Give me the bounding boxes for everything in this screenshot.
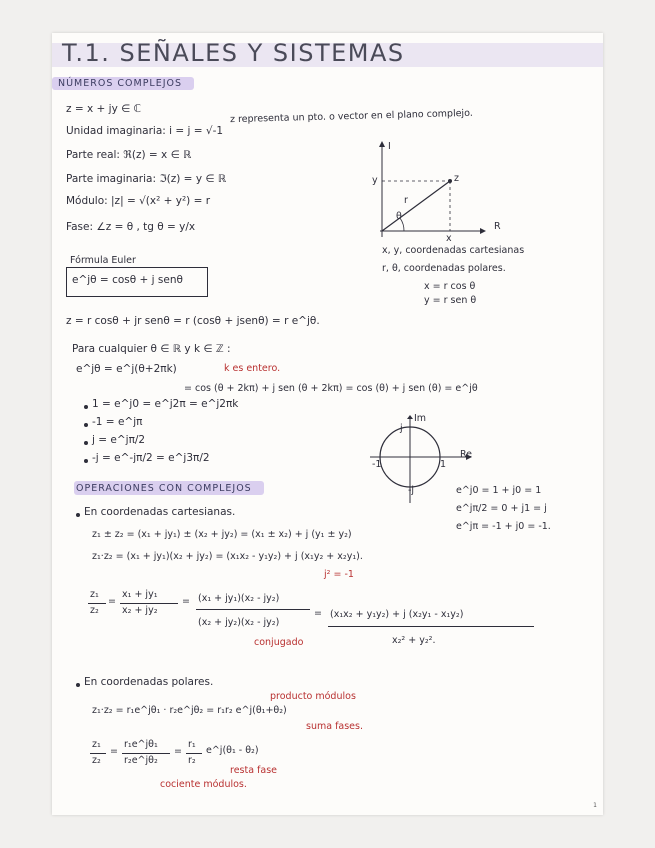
- div-a-num: x₁ + jy₁: [122, 589, 158, 600]
- product-moduli-note: producto módulos: [270, 691, 356, 702]
- polar-form: z = r cosθ + jr senθ = r (cosθ + jsenθ) = r e^jθ.: [66, 315, 320, 327]
- div-b-den: (x₂ + jy₂)(x₂ - jy₂): [198, 617, 280, 628]
- minus-one-label: -1: [372, 459, 382, 470]
- euler-formula: e^jθ = cosθ + j senθ: [72, 274, 183, 286]
- fraction-line: [328, 626, 534, 627]
- euler-label: Fórmula Euler: [70, 255, 136, 266]
- bullet: [84, 405, 88, 409]
- fraction-line: [196, 609, 310, 610]
- section-heading-complex: NÚMEROS COMPLEJOS: [58, 78, 183, 89]
- fraction-line: [88, 603, 106, 604]
- equals: =: [110, 746, 118, 757]
- equals: =: [108, 596, 116, 607]
- modulus: Módulo: |z| = √(x² + y²) = r: [66, 195, 211, 207]
- sum-phases-note: suma fases.: [306, 721, 363, 732]
- div-lhs-den: z₂: [90, 605, 99, 616]
- polar-div-den: z₂: [92, 755, 101, 766]
- fraction-line: [122, 753, 170, 754]
- imaginary-unit: Unidad imaginaria: i = j = √-1: [66, 125, 224, 137]
- div-lhs-num: z₁: [90, 589, 99, 600]
- conjugate-note: conjugado: [254, 637, 304, 648]
- polar-div-b-num: r₁: [188, 739, 196, 750]
- polar-div-exp: e^j(θ₁ - θ₂): [206, 745, 259, 756]
- bullet: [84, 423, 88, 427]
- equals: =: [314, 608, 322, 619]
- complex-plane-diagram: [370, 141, 490, 241]
- unit-result: e^j0 = 1 + j0 = 1: [456, 485, 542, 496]
- bullet-item: -1 = e^jπ: [92, 416, 143, 428]
- quotient-moduli-note: cociente módulos.: [160, 779, 247, 790]
- y-label: y: [372, 175, 378, 186]
- bullet: [76, 683, 80, 687]
- k-integer-note: k es entero.: [224, 363, 281, 374]
- phase: Fase: ∠z = θ , tg θ = y/x: [66, 221, 196, 233]
- polar-div-a-den: r₂e^jθ₂: [124, 755, 158, 766]
- unit-result: e^jπ/2 = 0 + j1 = j: [456, 503, 547, 514]
- bullet-item: 1 = e^j0 = e^j2π = e^j2πk: [92, 398, 239, 410]
- fraction-line: [186, 753, 202, 754]
- polar-div-b-den: r₂: [188, 755, 196, 766]
- bullet: [84, 441, 88, 445]
- div-b-num: (x₁ + jy₁)(x₂ - jy₂): [198, 593, 280, 604]
- div-a-den: x₂ + jy₂: [122, 605, 158, 616]
- polar-note: r, θ, coordenadas polares.: [382, 263, 506, 274]
- cartesian-note: x, y, coordenadas cartesianas: [382, 245, 525, 256]
- page-title: T.1. SEÑALES Y SISTEMAS: [62, 39, 405, 67]
- unit-result: e^jπ = -1 + j0 = -1.: [456, 521, 551, 532]
- j-squared-note: j² = -1: [324, 569, 354, 580]
- y-equation: y = r sen θ: [424, 295, 477, 306]
- z-description: z representa un pto. o vector en el plano complejo.: [229, 107, 473, 126]
- j-label: j: [400, 423, 403, 434]
- imaginary-part: Parte imaginaria: ℑ(z) = y ∈ ℝ: [66, 173, 227, 185]
- cartesian-product: z₁·z₂ = (x₁ + jy₁)(x₂ + jy₂) = (x₁x₂ - y₁y₂) + j (x₁y₂ + x₂y₁).: [92, 551, 363, 562]
- real-part: Parte real: ℜ(z) = x ∈ ℝ: [66, 149, 192, 161]
- cartesian-sum: z₁ ± z₂ = (x₁ + jy₁) ± (x₂ + jy₂) = (x₁ ± x₂) + j (y₁ ± y₂): [92, 529, 352, 540]
- equals: =: [182, 596, 190, 607]
- polar-div-a-num: r₁e^jθ₁: [124, 739, 158, 750]
- r-label: r: [404, 195, 408, 206]
- div-c-num: (x₁x₂ + y₁y₂) + j (x₂y₁ - x₁y₂): [330, 609, 464, 620]
- bullet-item: j = e^jπ/2: [92, 434, 146, 446]
- periodicity-line2: = cos (θ + 2kπ) + j sen (θ + 2kπ) = cos (θ) + j sen (θ) = e^jθ: [184, 383, 478, 394]
- periodicity-intro: Para cualquier θ ∈ ℝ y k ∈ ℤ :: [72, 343, 231, 355]
- polar-ops-heading: En coordenadas polares.: [84, 676, 214, 688]
- axis-im-label: I: [388, 141, 391, 152]
- section-heading-operations: OPERACIONES CON COMPLEJOS: [76, 483, 252, 494]
- fraction-line: [120, 603, 178, 604]
- axis-re-label: R: [494, 221, 501, 232]
- div-c-den: x₂² + y₂².: [392, 635, 436, 646]
- bullet: [76, 513, 80, 517]
- notebook-page: [52, 33, 603, 815]
- theta-label: θ: [396, 211, 402, 222]
- minus-j-label: -j: [408, 485, 415, 496]
- periodicity-line1: e^jθ = e^j(θ+2πk): [76, 363, 177, 375]
- cartesian-heading: En coordenadas cartesianas.: [84, 506, 236, 518]
- im-axis-label: Im: [414, 413, 427, 424]
- equals: =: [174, 746, 182, 757]
- bullet-item: -j = e^-jπ/2 = e^j3π/2: [92, 452, 210, 464]
- fraction-line: [90, 753, 106, 754]
- polar-div-num: z₁: [92, 739, 101, 750]
- z-point-label: z: [454, 173, 459, 184]
- page-number: 1: [593, 802, 597, 809]
- x-label: x: [446, 233, 452, 244]
- one-label: 1: [440, 459, 447, 470]
- bullet: [84, 459, 88, 463]
- z-definition: z = x + jy ∈ ℂ: [66, 103, 141, 115]
- x-equation: x = r cos θ: [424, 281, 476, 292]
- subtract-phase-note: resta fase: [230, 765, 278, 776]
- polar-product: z₁·z₂ = r₁e^jθ₁ · r₂e^jθ₂ = r₁r₂ e^j(θ₁+θ₂): [92, 705, 287, 716]
- re-axis-label: Re: [460, 449, 473, 460]
